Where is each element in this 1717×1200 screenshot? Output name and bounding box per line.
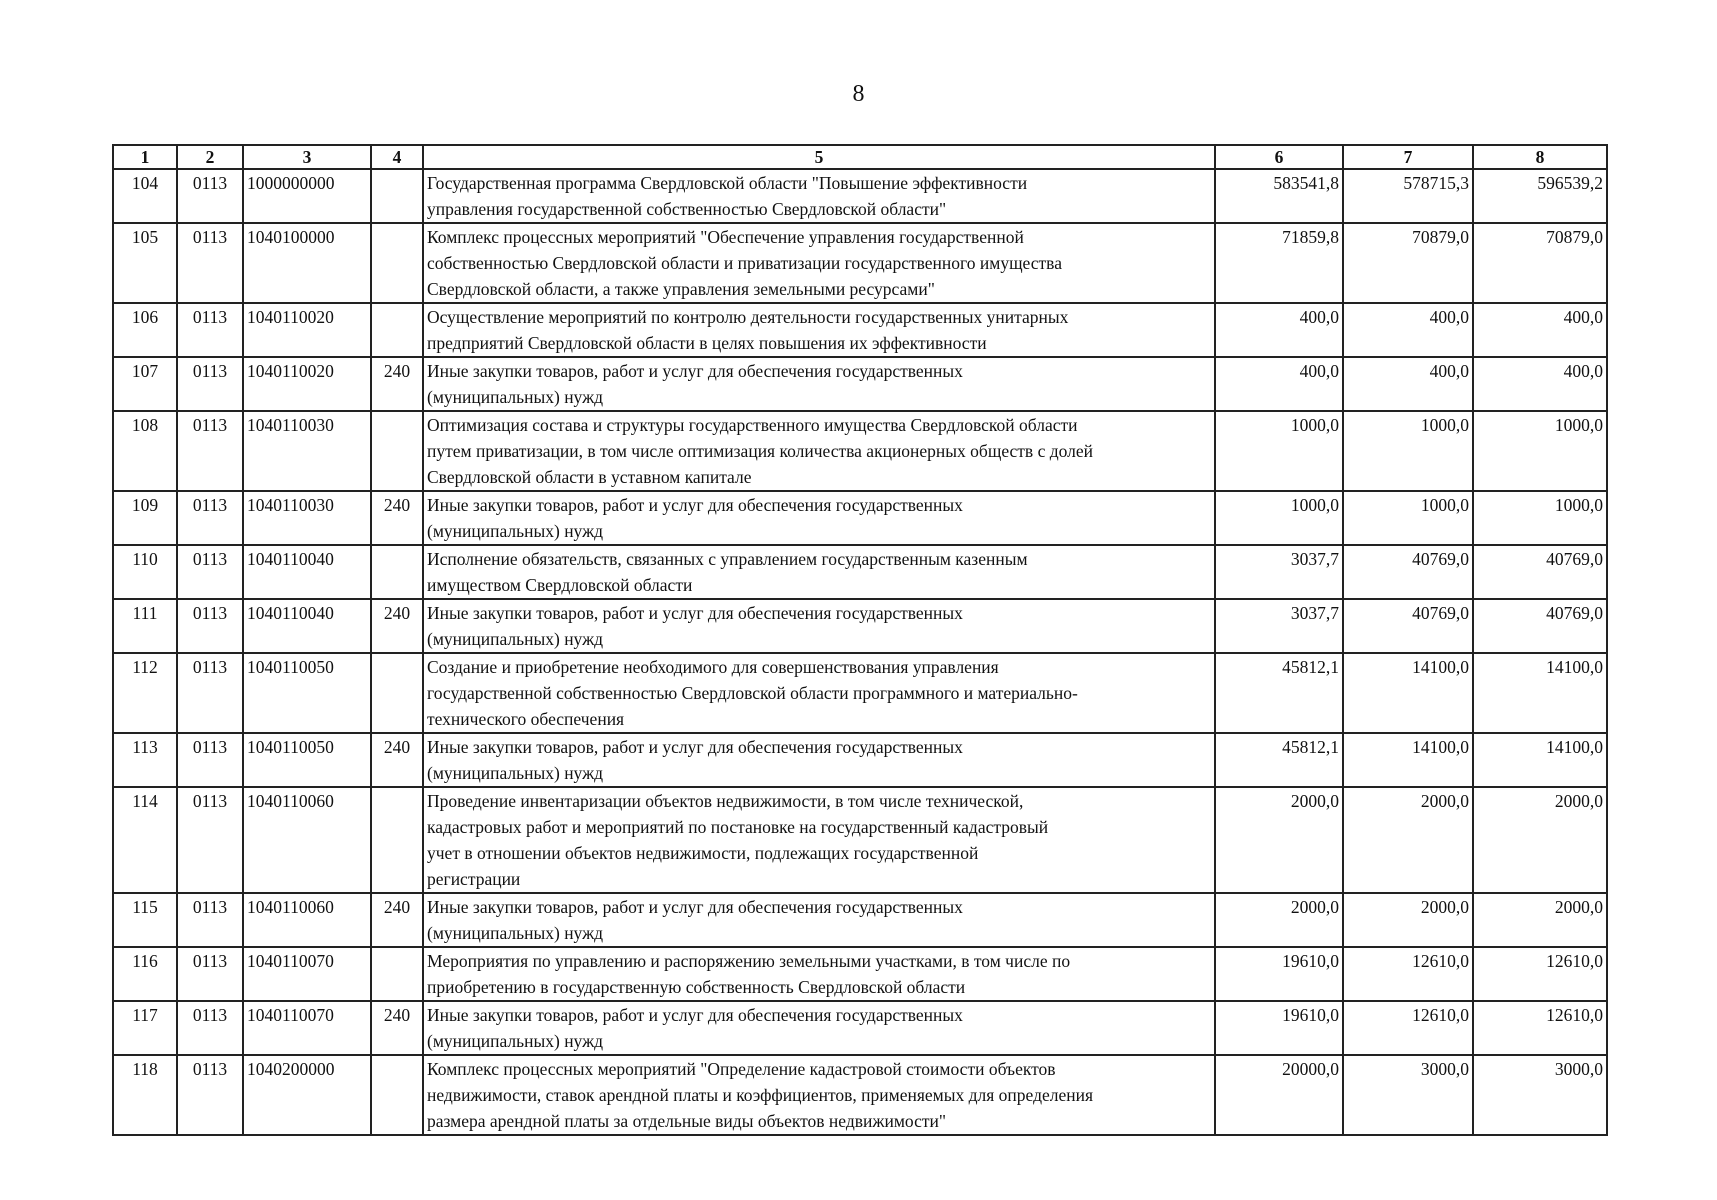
section-code: 0113 [177,733,243,787]
row-number: 117 [113,1001,177,1055]
budget-table [112,144,1608,1136]
row-number: 112 [113,653,177,733]
description [423,1001,1215,1055]
section-code: 0113 [177,223,243,303]
row-number: 118 [113,1055,177,1135]
row-number: 115 [113,893,177,947]
target-code: 1000000000 [243,169,371,223]
description-line: Оптимизация состава и структуры государственного имущества Свердловской области [427,415,1078,435]
amount-col6: 20000,0 [1215,1055,1343,1135]
expense-type-code [371,169,423,223]
expense-type-code [371,1055,423,1135]
expense-type-code [371,303,423,357]
description-line: Иные закупки товаров, работ и услуг для обеспечения государственных [427,1005,963,1025]
section-code: 0113 [177,1055,243,1135]
amount-col8: 400,0 [1473,357,1607,411]
section-code: 0113 [177,947,243,1001]
description-line: регистрации [427,869,521,889]
table-row [113,653,1607,733]
amount-col7: 400,0 [1343,303,1473,357]
target-code: 1040200000 [243,1055,371,1135]
column-header-8: 8 [1473,145,1607,169]
description-line: Свердловской области в уставном капитале [427,467,752,487]
section-code: 0113 [177,893,243,947]
amount-col6: 45812,1 [1215,653,1343,733]
amount-col8: 40769,0 [1473,599,1607,653]
section-code: 0113 [177,653,243,733]
description-line: (муниципальных) нужд [427,763,604,783]
description [423,787,1215,893]
description-line: Комплекс процессных мероприятий "Определение кадастровой стоимости объектов [427,1059,1056,1079]
description-line: Иные закупки товаров, работ и услуг для обеспечения государственных [427,737,963,757]
amount-col6: 1000,0 [1215,491,1343,545]
amount-col8: 12610,0 [1473,947,1607,1001]
description-line: Проведение инвентаризации объектов недвижимости, в том числе технической, [427,791,1024,811]
amount-col6: 19610,0 [1215,1001,1343,1055]
section-code: 0113 [177,169,243,223]
amount-col7: 40769,0 [1343,599,1473,653]
amount-col7: 70879,0 [1343,223,1473,303]
table-row [113,599,1607,653]
amount-col6: 19610,0 [1215,947,1343,1001]
target-code: 1040110030 [243,491,371,545]
description [423,491,1215,545]
target-code: 1040110060 [243,787,371,893]
amount-col6: 71859,8 [1215,223,1343,303]
description [423,223,1215,303]
amount-col6: 2000,0 [1215,893,1343,947]
description [423,733,1215,787]
target-code: 1040110040 [243,545,371,599]
description-line: Мероприятия по управлению и распоряжению земельными участками, в том числе по [427,951,1071,971]
amount-col8: 400,0 [1473,303,1607,357]
target-code: 1040110030 [243,411,371,491]
description-line: Создание и приобретение необходимого для совершенствования управления [427,657,999,677]
section-code: 0113 [177,491,243,545]
amount-col7: 3000,0 [1343,1055,1473,1135]
description [423,545,1215,599]
section-code: 0113 [177,1001,243,1055]
expense-type-code [371,947,423,1001]
description-line: кадастровых работ и мероприятий по постановке на государственный кадастровый [427,817,1049,837]
description-line: Свердловской области, а также управления земельными ресурсами" [427,279,935,299]
target-code: 1040100000 [243,223,371,303]
description-line: приобретению в государственную собственность Свердловской области [427,977,966,997]
description-line: размера арендной платы за отдельные виды объектов недвижимости" [427,1111,947,1131]
description-line: (муниципальных) нужд [427,1031,604,1051]
amount-col6: 3037,7 [1215,599,1343,653]
table-row [113,947,1607,1001]
target-code: 1040110020 [243,303,371,357]
page-number: 8 [852,81,865,107]
table-row [113,733,1607,787]
amount-col6: 400,0 [1215,357,1343,411]
table-row [113,1001,1607,1055]
row-number: 113 [113,733,177,787]
row-number: 109 [113,491,177,545]
column-header-1: 1 [113,145,177,169]
description [423,653,1215,733]
description-line: (муниципальных) нужд [427,521,604,541]
amount-col6: 3037,7 [1215,545,1343,599]
amount-col8: 40769,0 [1473,545,1607,599]
description-line: путем приватизации, в том числе оптимизация количества акционерных обществ с долей [427,441,1093,461]
row-number: 111 [113,599,177,653]
amount-col7: 14100,0 [1343,653,1473,733]
amount-col7: 1000,0 [1343,491,1473,545]
description-line: Иные закупки товаров, работ и услуг для обеспечения государственных [427,897,963,917]
table-row [113,303,1607,357]
description-line: управления государственной собственностью Свердловской области" [427,199,947,219]
row-number: 107 [113,357,177,411]
description [423,893,1215,947]
section-code: 0113 [177,599,243,653]
expense-type-code: 240 [371,599,423,653]
table-row [113,169,1607,223]
description-line: предприятий Свердловской области в целях повышения их эффективности [427,333,987,353]
target-code: 1040110020 [243,357,371,411]
target-code: 1040110050 [243,733,371,787]
description-line: имуществом Свердловской области [427,575,693,595]
expense-type-code [371,653,423,733]
amount-col8: 1000,0 [1473,491,1607,545]
description-line: Иные закупки товаров, работ и услуг для обеспечения государственных [427,495,963,515]
row-number: 110 [113,545,177,599]
amount-col6: 1000,0 [1215,411,1343,491]
expense-type-code: 240 [371,733,423,787]
amount-col7: 578715,3 [1343,169,1473,223]
description [423,303,1215,357]
amount-col8: 12610,0 [1473,1001,1607,1055]
expense-type-code: 240 [371,491,423,545]
description-line: собственностью Свердловской области и приватизации государственного имущества [427,253,1062,273]
description-line: (муниципальных) нужд [427,387,604,407]
expense-type-code [371,411,423,491]
amount-col7: 12610,0 [1343,947,1473,1001]
amount-col8: 596539,2 [1473,169,1607,223]
description-line: Осуществление мероприятий по контролю деятельности государственных унитарных [427,307,1069,327]
table-row [113,1055,1607,1135]
column-header-3: 3 [243,145,371,169]
table-row [113,491,1607,545]
description-line: недвижимости, ставок арендной платы и коэффициентов, применяемых для определения [427,1085,1094,1105]
amount-col8: 2000,0 [1473,787,1607,893]
table-row [113,893,1607,947]
description-line: Исполнение обязательств, связанных с управлением государственным казенным [427,549,1028,569]
amount-col6: 400,0 [1215,303,1343,357]
description-line: учет в отношении объектов недвижимости, подлежащих государственной [427,843,979,863]
row-number: 106 [113,303,177,357]
amount-col8: 14100,0 [1473,653,1607,733]
row-number: 116 [113,947,177,1001]
amount-col7: 1000,0 [1343,411,1473,491]
expense-type-code [371,223,423,303]
expense-type-code: 240 [371,357,423,411]
description-line: (муниципальных) нужд [427,923,604,943]
description-line: (муниципальных) нужд [427,629,604,649]
description-line: государственной собственностью Свердловской области программного и материально- [427,683,1078,703]
description-line: Комплекс процессных мероприятий "Обеспечение управления государственной [427,227,1024,247]
amount-col7: 40769,0 [1343,545,1473,599]
amount-col8: 70879,0 [1473,223,1607,303]
expense-type-code: 240 [371,1001,423,1055]
row-number: 104 [113,169,177,223]
table-row [113,545,1607,599]
description [423,599,1215,653]
amount-col7: 14100,0 [1343,733,1473,787]
row-number: 108 [113,411,177,491]
section-code: 0113 [177,303,243,357]
section-code: 0113 [177,357,243,411]
description-line: Государственная программа Свердловской области "Повышение эффективности [427,173,1028,193]
column-header-5: 5 [423,145,1215,169]
description-line: технического обеспечения [427,709,625,729]
amount-col7: 2000,0 [1343,787,1473,893]
target-code: 1040110070 [243,947,371,1001]
target-code: 1040110050 [243,653,371,733]
description [423,1055,1215,1135]
section-code: 0113 [177,787,243,893]
description-line: Иные закупки товаров, работ и услуг для обеспечения государственных [427,361,963,381]
amount-col8: 14100,0 [1473,733,1607,787]
amount-col7: 400,0 [1343,357,1473,411]
amount-col7: 12610,0 [1343,1001,1473,1055]
section-code: 0113 [177,411,243,491]
expense-type-code [371,787,423,893]
amount-col8: 1000,0 [1473,411,1607,491]
table-row [113,357,1607,411]
column-header-2: 2 [177,145,243,169]
description [423,169,1215,223]
description [423,947,1215,1001]
expense-type-code: 240 [371,893,423,947]
expense-type-code [371,545,423,599]
column-header-7: 7 [1343,145,1473,169]
amount-col8: 2000,0 [1473,893,1607,947]
description [423,357,1215,411]
row-number: 114 [113,787,177,893]
amount-col8: 3000,0 [1473,1055,1607,1135]
column-header-6: 6 [1215,145,1343,169]
amount-col6: 45812,1 [1215,733,1343,787]
target-code: 1040110070 [243,1001,371,1055]
table-row [113,411,1607,491]
table-row [113,223,1607,303]
amount-col6: 583541,8 [1215,169,1343,223]
section-code: 0113 [177,545,243,599]
description [423,411,1215,491]
row-number: 105 [113,223,177,303]
amount-col6: 2000,0 [1215,787,1343,893]
table-body [113,169,1607,1135]
amount-col7: 2000,0 [1343,893,1473,947]
header-row [113,145,1607,169]
target-code: 1040110040 [243,599,371,653]
description-line: Иные закупки товаров, работ и услуг для обеспечения государственных [427,603,963,623]
column-header-4: 4 [371,145,423,169]
target-code: 1040110060 [243,893,371,947]
table-row [113,787,1607,893]
